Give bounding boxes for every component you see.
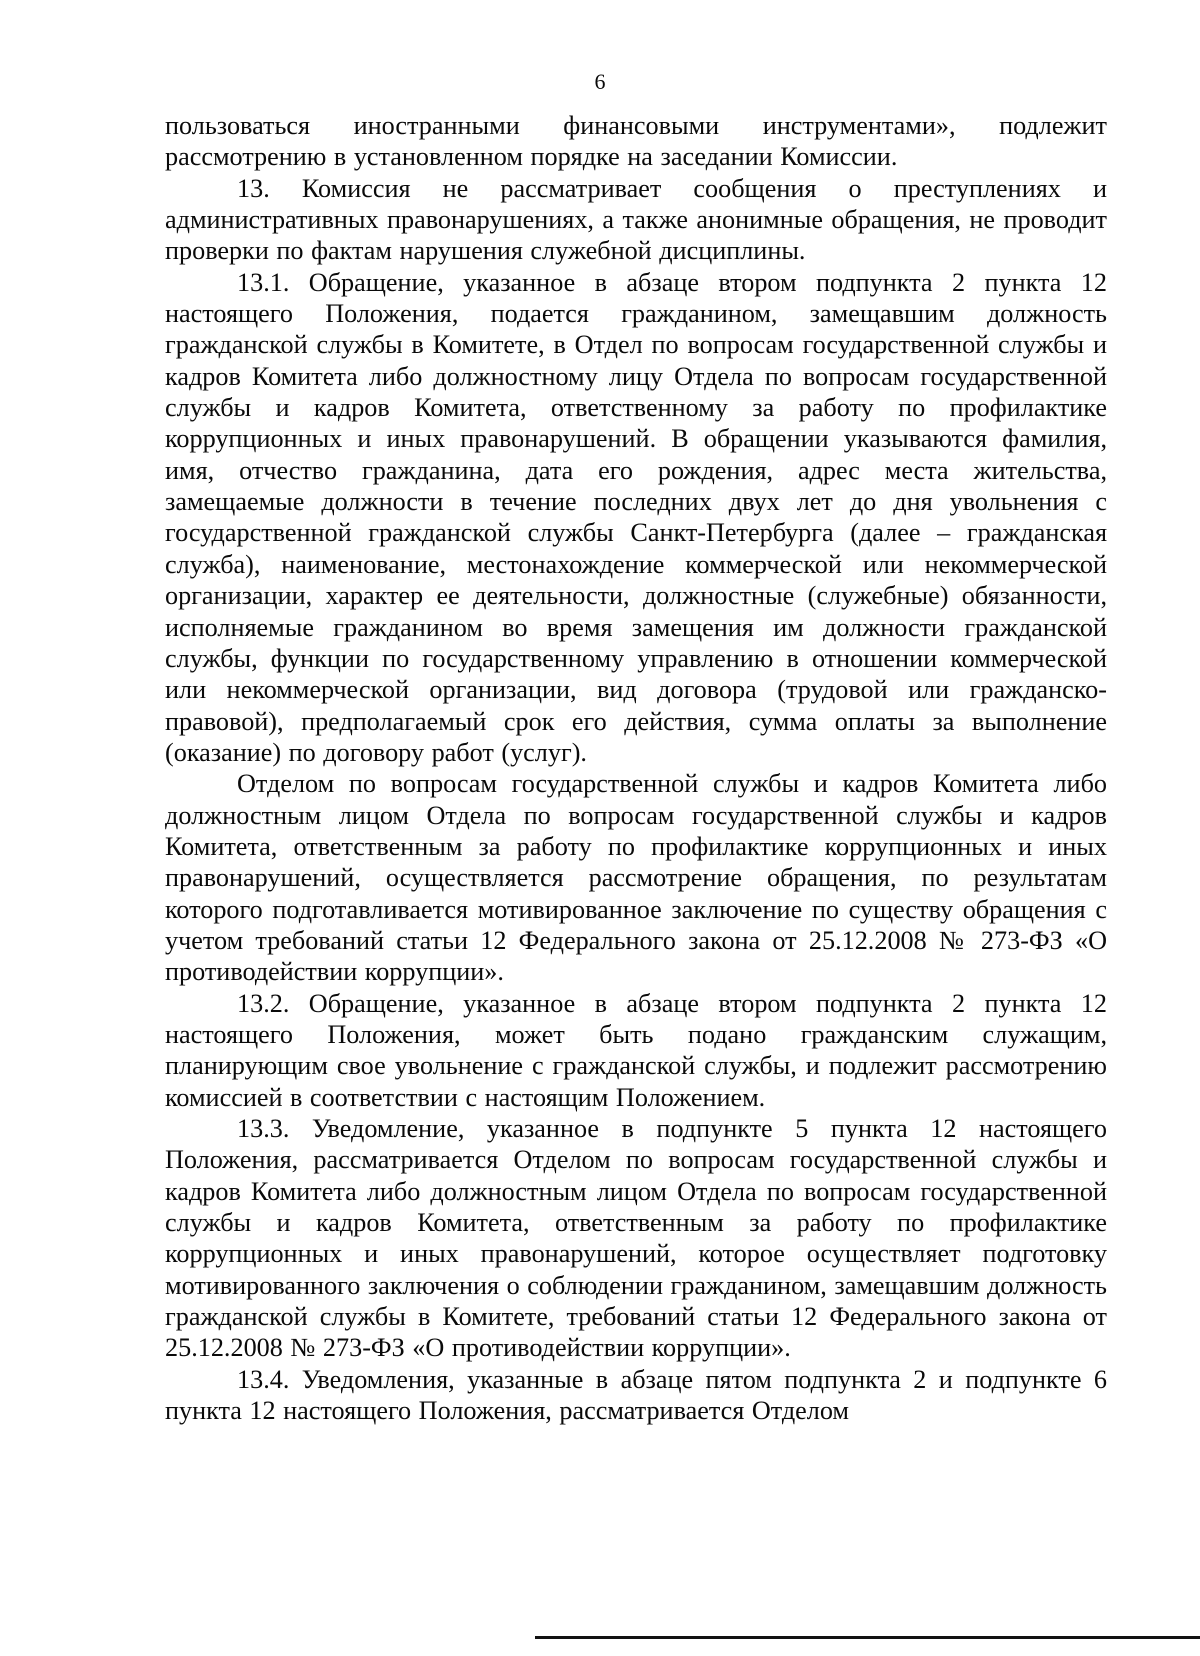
bottom-divider [535,1636,1200,1639]
paragraph-13-1-review: Отделом по вопросам государственной службы и кадров Комитета либо должностным лицом Отдела по вопросам государственной службы и кадров Комитета, ответственным за работу по профилактике коррупционных и иных правонарушений, осуществляется рассмотрение обращения, по результатам которого подготавливается мотивированное заключение по существу обращения с учетом требований статьи 12 Федерального закона от 25.12.2008 № 273-ФЗ «О противодействии коррупции». [165,769,1107,987]
paragraph-continuation: пользоваться иностранными финансовыми инструментами», подлежит рассмотрению в установленном порядке на заседании Комиссии. [165,111,1107,172]
paragraph-13-4: 13.4. Уведомления, указанные в абзаце пятом подпункта 2 и подпункте 6 пункта 12 настоящего Положения, рассматривается Отделом [165,1364,1107,1426]
paragraph-13: 13. Комиссия не рассматривает сообщения о преступлениях и административных правонарушениях, а также анонимные обращения, не проводит проверки по фактам нарушения служебной дисциплины. [165,173,1107,266]
paragraph-13-1: 13.1. Обращение, указанное в абзаце втором подпункта 2 пункта 12 настоящего Положения, подается гражданином, замещавшим должность гражданской службы в Комитете, в Отдел по вопросам государственной службы и кадров Комитета либо должностному лицу Отдела по вопросам государственной службы и кадров Комитета, ответственному за работу по профилактике коррупционных и иных правонарушений. В обращении указываются фамилия, имя, отчество гражданина, дата его рождения, адрес места жительства, замещаемые должности в течение последних двух лет до дня увольнения с государственной гражданской службы Санкт-Петербурга (далее – гражданская служба), наименование, местонахождение коммерческой или некоммерческой организации, характер ее деятельности, должностные (служебные) обязанности, исполняемые гражданином во время замещения им должности гражданской службы, функции по государственному управлению в отношении коммерческой или некоммерческой организации, вид договора (трудовой или гражданско-правовой), предполагаемый срок его действия, сумма оплаты за выполнение (оказание) по договору работ (услуг). [165,267,1107,767]
paragraph-13-3: 13.3. Уведомление, указанное в подпункте 5 пункта 12 настоящего Положения, рассматривается Отделом по вопросам государственной службы и кадров Комитета либо должностным лицом Отдела по вопросам государственной службы и кадров Комитета, ответственным за работу по профилактике коррупционных и иных правонарушений, которое осуществляет подготовку мотивированного заключения о соблюдении гражданином, замещавшим должность гражданской службы в Комитете, требований статьи 12 Федерального закона от 25.12.2008 № 273-ФЗ «О противодействии коррупции». [165,1114,1107,1363]
paragraph-13-2: 13.2. Обращение, указанное в абзаце втором подпункта 2 пункта 12 настоящего Положения, может быть подано гражданским служащим, планирующим свое увольнение с гражданской службы, и подлежит рассмотрению комиссией в соответствии с настоящим Положением. [165,988,1107,1112]
document-body [165,110,1107,1426]
page-number: 6 [594,69,606,94]
